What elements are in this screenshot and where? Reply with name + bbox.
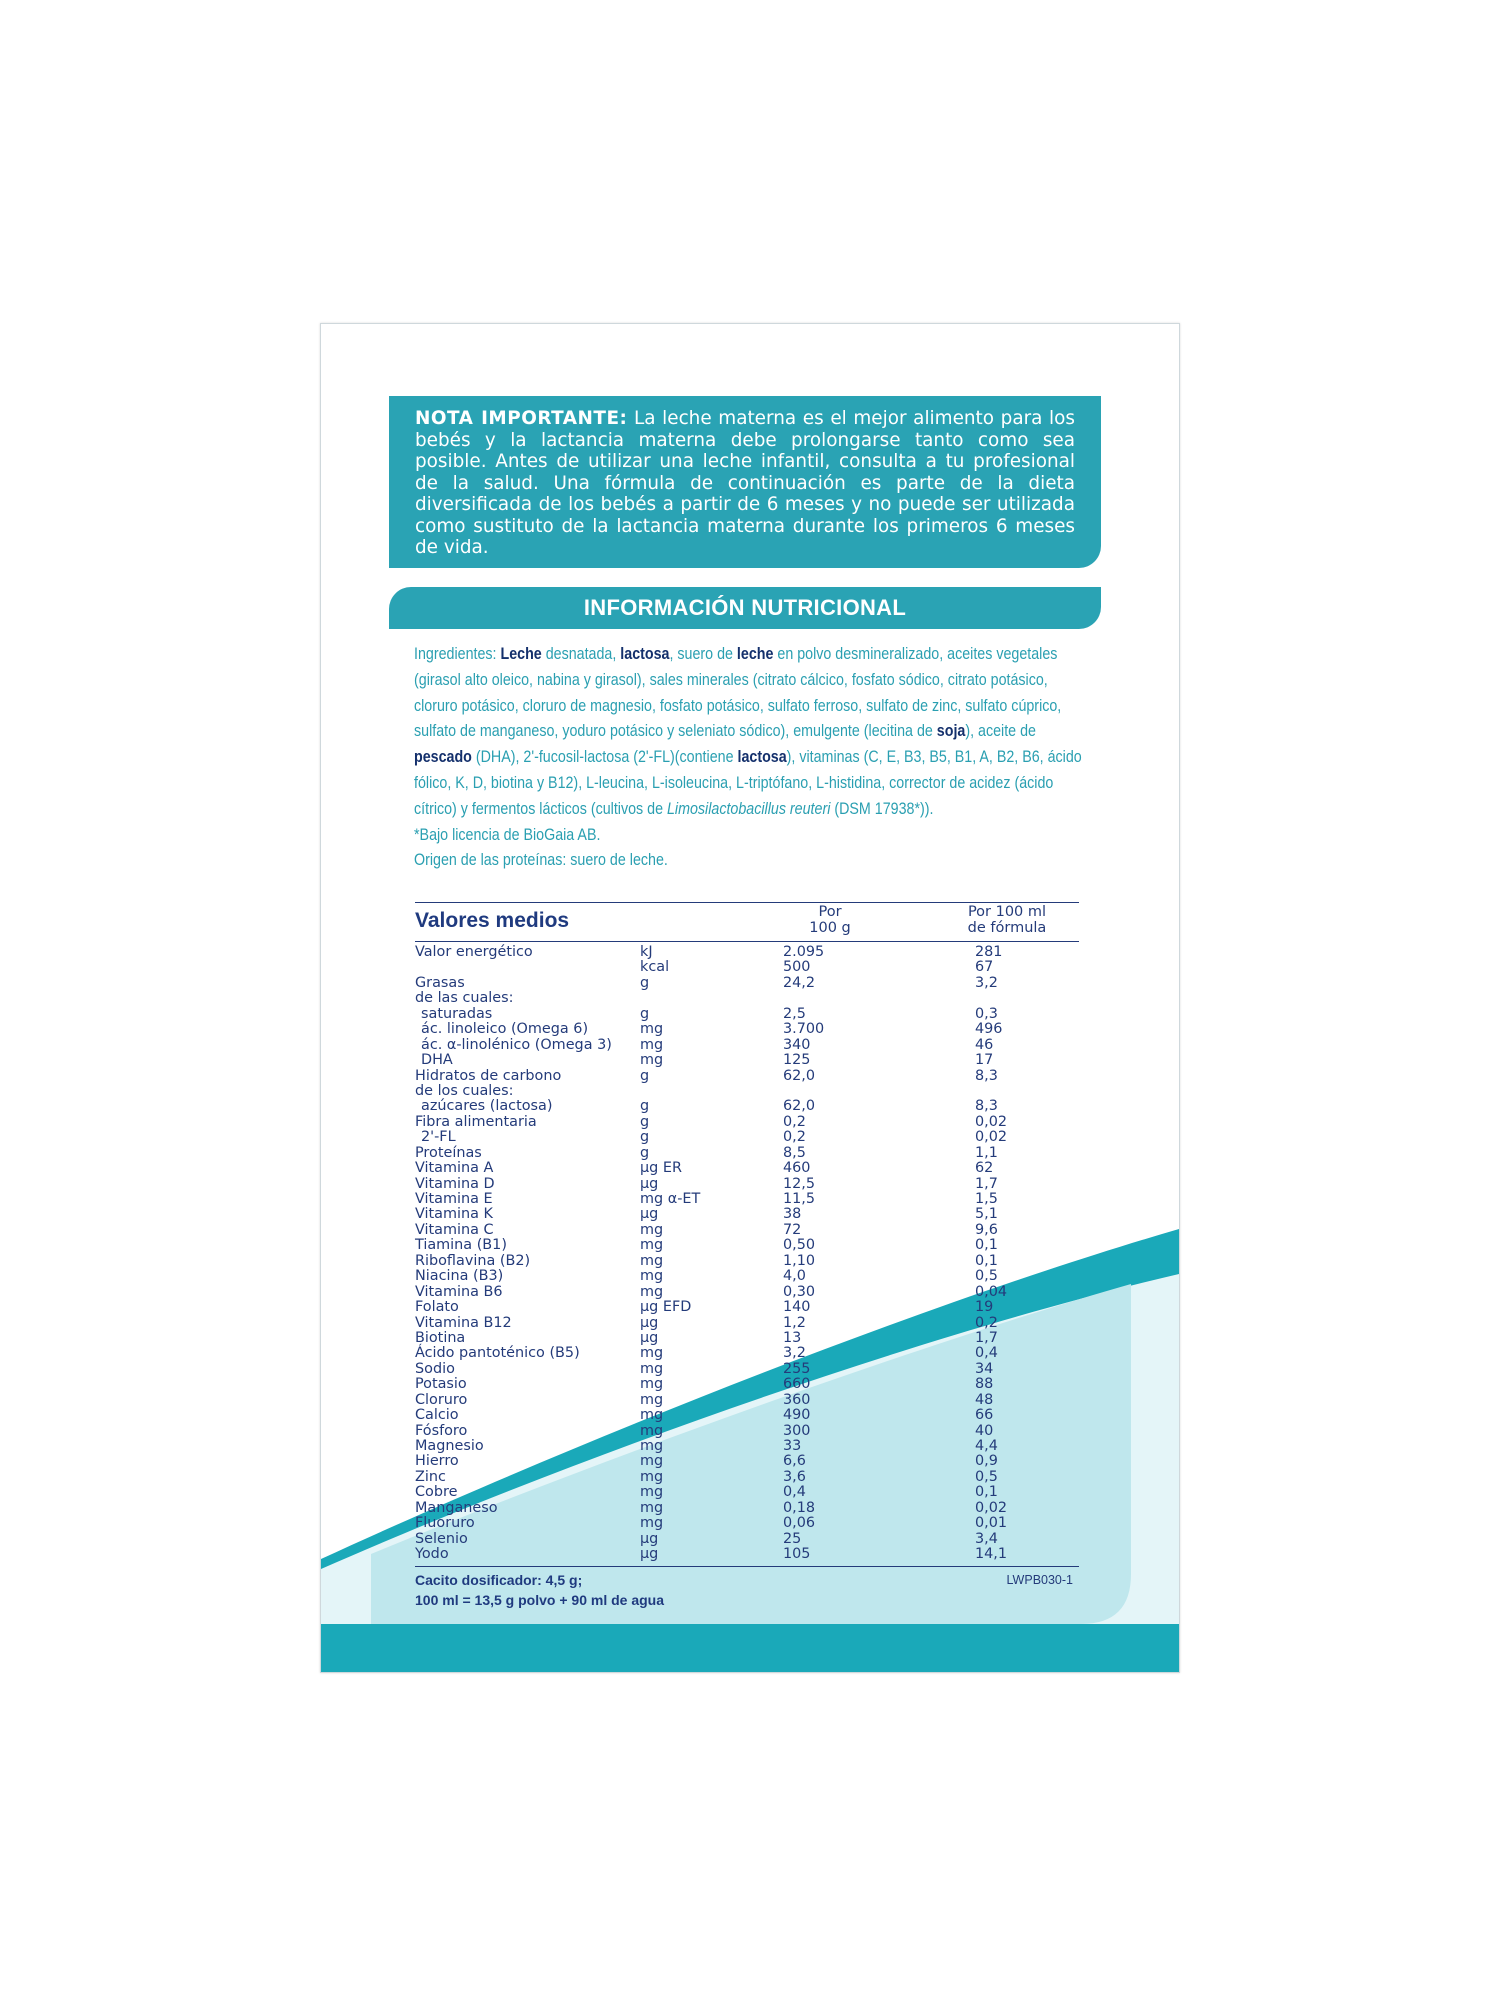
nutrient-unit: kcal xyxy=(640,959,670,976)
header-per-100ml: Por 100 ml de fórmula xyxy=(967,904,1047,936)
value-per-100g: 500 xyxy=(783,959,811,976)
nutrient-name: Tiamina (B1) xyxy=(415,1237,507,1254)
value-per-100ml: 46 xyxy=(975,1036,994,1053)
value-per-100g: 125 xyxy=(783,1052,811,1069)
nutrient-name: Hidratos de carbono xyxy=(415,1067,562,1084)
value-per-100g: 24,2 xyxy=(783,974,816,991)
value-per-100g: 72 xyxy=(783,1221,802,1238)
nutrient-name: 2'-FL xyxy=(421,1129,456,1146)
nutrient-unit: mg xyxy=(640,1221,664,1238)
table-row xyxy=(415,1408,1079,1423)
table-row xyxy=(415,1207,1079,1222)
table-row xyxy=(415,1316,1079,1331)
value-per-100g: 3,6 xyxy=(783,1468,806,1485)
value-per-100ml: 4,4 xyxy=(975,1438,998,1454)
nutrient-unit: µg xyxy=(640,1530,659,1547)
table-row xyxy=(415,1377,1079,1392)
value-per-100g: 300 xyxy=(783,1422,811,1439)
value-per-100ml: 1,7 xyxy=(975,1175,998,1192)
nutrient-unit: kJ xyxy=(640,944,653,960)
important-note xyxy=(389,396,1101,568)
nutrient-name: Proteínas xyxy=(415,1144,482,1161)
value-per-100g: 0,30 xyxy=(783,1283,816,1300)
note-label: NOTA IMPORTANTE: xyxy=(415,408,628,429)
nutrient-unit: mg xyxy=(640,1484,664,1501)
nutrient-unit: µg xyxy=(640,1546,659,1563)
ingredients-text xyxy=(414,641,1085,822)
table-row xyxy=(415,1485,1079,1500)
nutrient-name: Vitamina C xyxy=(415,1221,494,1238)
allergen-text: soja xyxy=(936,721,966,741)
value-per-100ml: 14,1 xyxy=(975,1546,1008,1563)
nutrient-name: Cobre xyxy=(415,1484,458,1501)
table-row xyxy=(415,1300,1079,1315)
value-per-100ml: 0,5 xyxy=(975,1268,998,1285)
table-row xyxy=(415,1084,1079,1099)
header-per-100g: Por 100 g xyxy=(809,904,851,936)
nutrient-unit: µg xyxy=(640,1206,659,1223)
value-per-100ml: 0,02 xyxy=(975,1499,1008,1516)
nutrient-unit: mg α-ET xyxy=(640,1191,701,1207)
table-body xyxy=(415,945,1079,1563)
nutrient-unit: mg xyxy=(640,1438,664,1454)
table-row xyxy=(415,1269,1079,1284)
nutrient-unit: g xyxy=(640,1098,650,1115)
value-per-100ml: 3,4 xyxy=(975,1530,998,1547)
nutrient-name: Magnesio xyxy=(415,1438,484,1454)
nutrient-name: Biotina xyxy=(415,1329,466,1346)
nutrient-name: Valor energético xyxy=(415,944,533,960)
value-per-100g: 0,4 xyxy=(783,1484,806,1501)
nutrient-name: saturadas xyxy=(421,1005,493,1022)
ingredient-text: desnatada, xyxy=(541,644,621,663)
value-per-100ml: 0,1 xyxy=(975,1237,998,1254)
ingredient-text: , suero de xyxy=(669,644,737,663)
value-per-100g: 0,06 xyxy=(783,1515,816,1532)
value-per-100g: 2,5 xyxy=(783,1005,806,1022)
value-per-100g: 3.700 xyxy=(783,1021,825,1038)
note-text: La leche materna es el mejor alimento para los bebés y la lactancia materna debe prolongarse tanto como sea posible. Antes de utilizar una leche infantil, consulta a tu profesional de la salud. Una fórmula de continuación es parte de la dieta diversificada de los bebés a partir de 6 meses y no puede ser utilizada como sustituto de la lactancia materna durante los primeros 6 meses de vida. xyxy=(415,408,1075,558)
value-per-100ml: 0,3 xyxy=(975,1005,998,1022)
table-row xyxy=(415,1069,1079,1084)
nutrient-unit: g xyxy=(640,1067,650,1084)
nutrient-unit: mg xyxy=(640,1021,664,1038)
nutrient-name: Zinc xyxy=(415,1468,446,1485)
value-per-100ml: 0,04 xyxy=(975,1283,1008,1300)
table-row xyxy=(415,1470,1079,1485)
value-per-100g: 0,50 xyxy=(783,1237,816,1254)
nutrient-unit: mg xyxy=(640,1052,664,1069)
value-per-100ml: 34 xyxy=(975,1360,994,1377)
nutrient-unit: µg xyxy=(640,1175,659,1192)
value-per-100ml: 17 xyxy=(975,1052,994,1069)
table-row xyxy=(415,960,1079,975)
value-per-100ml: 1,1 xyxy=(975,1144,998,1161)
value-per-100g: 4,0 xyxy=(783,1268,806,1285)
product-panel xyxy=(320,323,1180,1673)
nutrient-unit: mg xyxy=(640,1453,664,1470)
allergen-text: leche xyxy=(736,644,774,663)
table-row xyxy=(415,1146,1079,1161)
table-row xyxy=(415,1223,1079,1238)
nutrient-unit: mg xyxy=(640,1515,664,1532)
nutrient-name: Selenio xyxy=(415,1530,468,1547)
table-row xyxy=(415,976,1079,991)
table-row xyxy=(415,1424,1079,1439)
table-row xyxy=(415,1177,1079,1192)
nutrient-name: DHA xyxy=(421,1052,453,1069)
table-row xyxy=(415,1238,1079,1253)
value-per-100ml: 88 xyxy=(975,1376,994,1393)
table-row xyxy=(415,1362,1079,1377)
value-per-100ml: 496 xyxy=(975,1021,1003,1038)
license-note: *Bajo licencia de BioGaia AB. xyxy=(414,824,601,844)
value-per-100g: 62,0 xyxy=(783,1067,816,1084)
nutrient-name: Ácido pantoténico (B5) xyxy=(415,1345,580,1362)
nutrient-name: Vitamina A xyxy=(415,1160,494,1177)
value-per-100ml: 0,5 xyxy=(975,1468,998,1485)
table-row xyxy=(415,1516,1079,1531)
value-per-100ml: 62 xyxy=(975,1160,994,1177)
nutrient-name: Fluoruro xyxy=(415,1515,475,1532)
nutrient-name: ác. α-linolénico (Omega 3) xyxy=(421,1036,612,1053)
nutrient-unit: mg xyxy=(640,1360,664,1377)
nutrient-name: Vitamina E xyxy=(415,1191,493,1207)
table-title: Valores medios xyxy=(415,909,570,932)
nutrient-unit: g xyxy=(640,974,650,991)
table-row xyxy=(415,1007,1079,1022)
table-footer xyxy=(415,1566,1079,1610)
nutrient-unit: mg xyxy=(640,1283,664,1300)
nutrient-unit: mg xyxy=(640,1468,664,1485)
nutrient-name: Potasio xyxy=(415,1376,467,1393)
nutrient-unit: g xyxy=(640,1113,650,1130)
ingredients-block xyxy=(414,641,1085,873)
value-per-100g: 6,6 xyxy=(783,1453,806,1470)
nutrient-unit: mg xyxy=(640,1036,664,1053)
value-per-100ml: 0,2 xyxy=(975,1314,998,1331)
value-per-100g: 25 xyxy=(783,1530,802,1547)
nutrient-unit: mg xyxy=(640,1345,664,1362)
value-per-100g: 62,0 xyxy=(783,1098,816,1115)
value-per-100ml: 0,4 xyxy=(975,1345,998,1362)
nutrition-heading: INFORMACIÓN NUTRICIONAL xyxy=(389,587,1101,629)
table-row xyxy=(415,1099,1079,1114)
nutrient-name: Calcio xyxy=(415,1407,459,1424)
table-row xyxy=(415,991,1079,1006)
value-per-100ml: 3,2 xyxy=(975,974,998,991)
nutrient-name: Niacina (B3) xyxy=(415,1268,504,1285)
table-row xyxy=(415,1439,1079,1454)
nutrient-unit: mg xyxy=(640,1237,664,1254)
ingredient-text: ), aceite de xyxy=(965,721,1036,741)
nutrient-unit: g xyxy=(640,1129,650,1146)
value-per-100g: 140 xyxy=(783,1299,811,1316)
nutrient-name: Vitamina B12 xyxy=(415,1314,512,1331)
value-per-100ml: 281 xyxy=(975,944,1003,960)
value-per-100g: 340 xyxy=(783,1036,811,1053)
value-per-100ml: 8,3 xyxy=(975,1067,998,1084)
allergen-text: lactosa xyxy=(737,747,787,767)
value-per-100ml: 66 xyxy=(975,1407,994,1424)
value-per-100ml: 1,7 xyxy=(975,1329,998,1346)
nutrient-unit: µg xyxy=(640,1314,659,1331)
nutrient-unit: mg xyxy=(640,1252,664,1269)
value-per-100ml: 9,6 xyxy=(975,1221,998,1238)
protein-origin: Origen de las proteínas: suero de leche. xyxy=(414,850,668,870)
value-per-100g: 0,2 xyxy=(783,1129,806,1146)
value-per-100g: 360 xyxy=(783,1391,811,1408)
nutrient-unit: mg xyxy=(640,1499,664,1516)
value-per-100g: 8,5 xyxy=(783,1144,806,1161)
nutrient-unit: g xyxy=(640,1144,650,1161)
table-row xyxy=(415,1285,1079,1300)
value-per-100g: 3,2 xyxy=(783,1345,806,1362)
nutrient-unit: mg xyxy=(640,1376,664,1393)
value-per-100ml: 5,1 xyxy=(975,1206,998,1223)
table-row xyxy=(415,1192,1079,1207)
nutrient-name: azúcares (lactosa) xyxy=(421,1098,553,1115)
nutrient-name: Riboflavina (B2) xyxy=(415,1252,531,1269)
table-row xyxy=(415,1130,1079,1145)
table-row xyxy=(415,1346,1079,1361)
nutrient-unit: mg xyxy=(640,1268,664,1285)
value-per-100ml: 19 xyxy=(975,1299,994,1316)
nutrient-name: Vitamina K xyxy=(415,1206,493,1223)
value-per-100g: 12,5 xyxy=(783,1175,816,1192)
value-per-100ml: 40 xyxy=(975,1422,994,1439)
nutrient-name: Fósforo xyxy=(415,1422,468,1439)
allergen-text: pescado xyxy=(414,747,472,767)
nutrient-name: Sodio xyxy=(415,1360,455,1377)
table-row xyxy=(415,1393,1079,1408)
nutrient-unit: mg xyxy=(640,1407,664,1424)
table-row xyxy=(415,1254,1079,1269)
allergen-text: lactosa xyxy=(620,644,670,663)
nutrient-unit: µg xyxy=(640,1329,659,1346)
value-per-100g: 105 xyxy=(783,1546,811,1563)
value-per-100ml: 0,01 xyxy=(975,1515,1008,1532)
nutrition-table xyxy=(415,902,1079,1610)
product-code: LWPB030-1 xyxy=(1006,1572,1073,1587)
nutrient-name: Grasas xyxy=(415,974,465,991)
nutrient-name: Manganeso xyxy=(415,1499,498,1516)
table-row xyxy=(415,1038,1079,1053)
table-row xyxy=(415,1501,1079,1516)
nutrient-unit: g xyxy=(640,1005,650,1022)
nutrient-unit: µg EFD xyxy=(640,1299,692,1316)
value-per-100ml: 0,02 xyxy=(975,1129,1008,1146)
ingredient-text: ), vitaminas (C, E, B3, B5, B1, A, B2, B6, ácido fólico, K, D, biotina y B12), L-leucina, L-isoleucina, L-triptófano, L-histidina, corrector de acidez (ácido cítrico) y fermentos lácticos (cultivos de xyxy=(414,747,1082,818)
ingredient-text: (DHA), 2'-fucosil-lactosa (2'-FL)(contiene xyxy=(471,747,738,767)
nutrient-name: Folato xyxy=(415,1299,459,1316)
value-per-100g: 2.095 xyxy=(783,944,825,960)
ingredients-list xyxy=(414,644,1082,818)
value-per-100g: 0,2 xyxy=(783,1113,806,1130)
table-row xyxy=(415,1532,1079,1547)
value-per-100g: 33 xyxy=(783,1438,802,1454)
nutrient-name: Hierro xyxy=(415,1453,459,1470)
value-per-100ml: 48 xyxy=(975,1391,994,1408)
value-per-100g: 38 xyxy=(783,1206,802,1223)
table-row xyxy=(415,945,1079,960)
value-per-100g: 0,18 xyxy=(783,1499,816,1516)
table-row xyxy=(415,1115,1079,1130)
ingredient-text: Limosilactobacillus reuteri xyxy=(666,798,831,818)
nutrient-name: de los cuales: xyxy=(415,1082,514,1099)
nutrient-unit: mg xyxy=(640,1391,664,1408)
nutrient-name: de las cuales: xyxy=(415,990,514,1007)
table-row xyxy=(415,1547,1079,1562)
ingredient-text: (DSM 17938*)). xyxy=(830,798,934,818)
scoop-info: Cacito dosificador: 4,5 g; xyxy=(415,1571,583,1588)
nutrient-unit: µg ER xyxy=(640,1160,682,1177)
value-per-100ml: 0,9 xyxy=(975,1453,998,1470)
value-per-100ml: 8,3 xyxy=(975,1098,998,1115)
nutrient-name: Vitamina B6 xyxy=(415,1283,503,1300)
nutrient-unit: mg xyxy=(640,1422,664,1439)
ingredient-text: en polvo desmineralizado, aceites vegetales (girasol alto oleico, nabina y girasol), sales minerales (citrato cálcico, fosfato sódico, citrato potásico, cloruro potásico, cloruro de magnesio, fosfato potásico, sulfato ferroso, sulfato de zinc, sulfato cúprico, sulfato de manganeso, yoduro potásico y seleniato sódico), emulgente (lecitina de xyxy=(414,644,1062,741)
value-per-100g: 13 xyxy=(783,1329,802,1346)
table-header xyxy=(415,902,1079,942)
value-per-100g: 1,2 xyxy=(783,1314,806,1331)
nutrient-name: Vitamina D xyxy=(415,1175,495,1192)
value-per-100ml: 0,1 xyxy=(975,1252,998,1269)
allergen-text: Leche xyxy=(500,644,542,663)
table-row xyxy=(415,1161,1079,1176)
preparation-info: 100 ml = 13,5 g polvo + 90 ml de agua xyxy=(415,1591,664,1608)
value-per-100ml: 67 xyxy=(975,959,994,976)
value-per-100g: 11,5 xyxy=(783,1191,816,1207)
table-row xyxy=(415,1454,1079,1469)
nutrient-name: Yodo xyxy=(415,1546,449,1563)
nutrient-name: ác. linoleico (Omega 6) xyxy=(421,1021,589,1038)
table-row xyxy=(415,1053,1079,1068)
value-per-100g: 255 xyxy=(783,1360,811,1377)
value-per-100g: 490 xyxy=(783,1407,811,1424)
nutrient-name: Fibra alimentaria xyxy=(415,1113,537,1130)
value-per-100ml: 0,1 xyxy=(975,1484,998,1501)
value-per-100ml: 1,5 xyxy=(975,1191,998,1207)
value-per-100g: 660 xyxy=(783,1376,811,1393)
ingredients-label: Ingredientes: xyxy=(414,644,501,663)
value-per-100g: 460 xyxy=(783,1160,811,1177)
nutrient-name: Cloruro xyxy=(415,1391,468,1408)
table-row xyxy=(415,1022,1079,1037)
value-per-100g: 1,10 xyxy=(783,1252,816,1269)
value-per-100ml: 0,02 xyxy=(975,1113,1008,1130)
